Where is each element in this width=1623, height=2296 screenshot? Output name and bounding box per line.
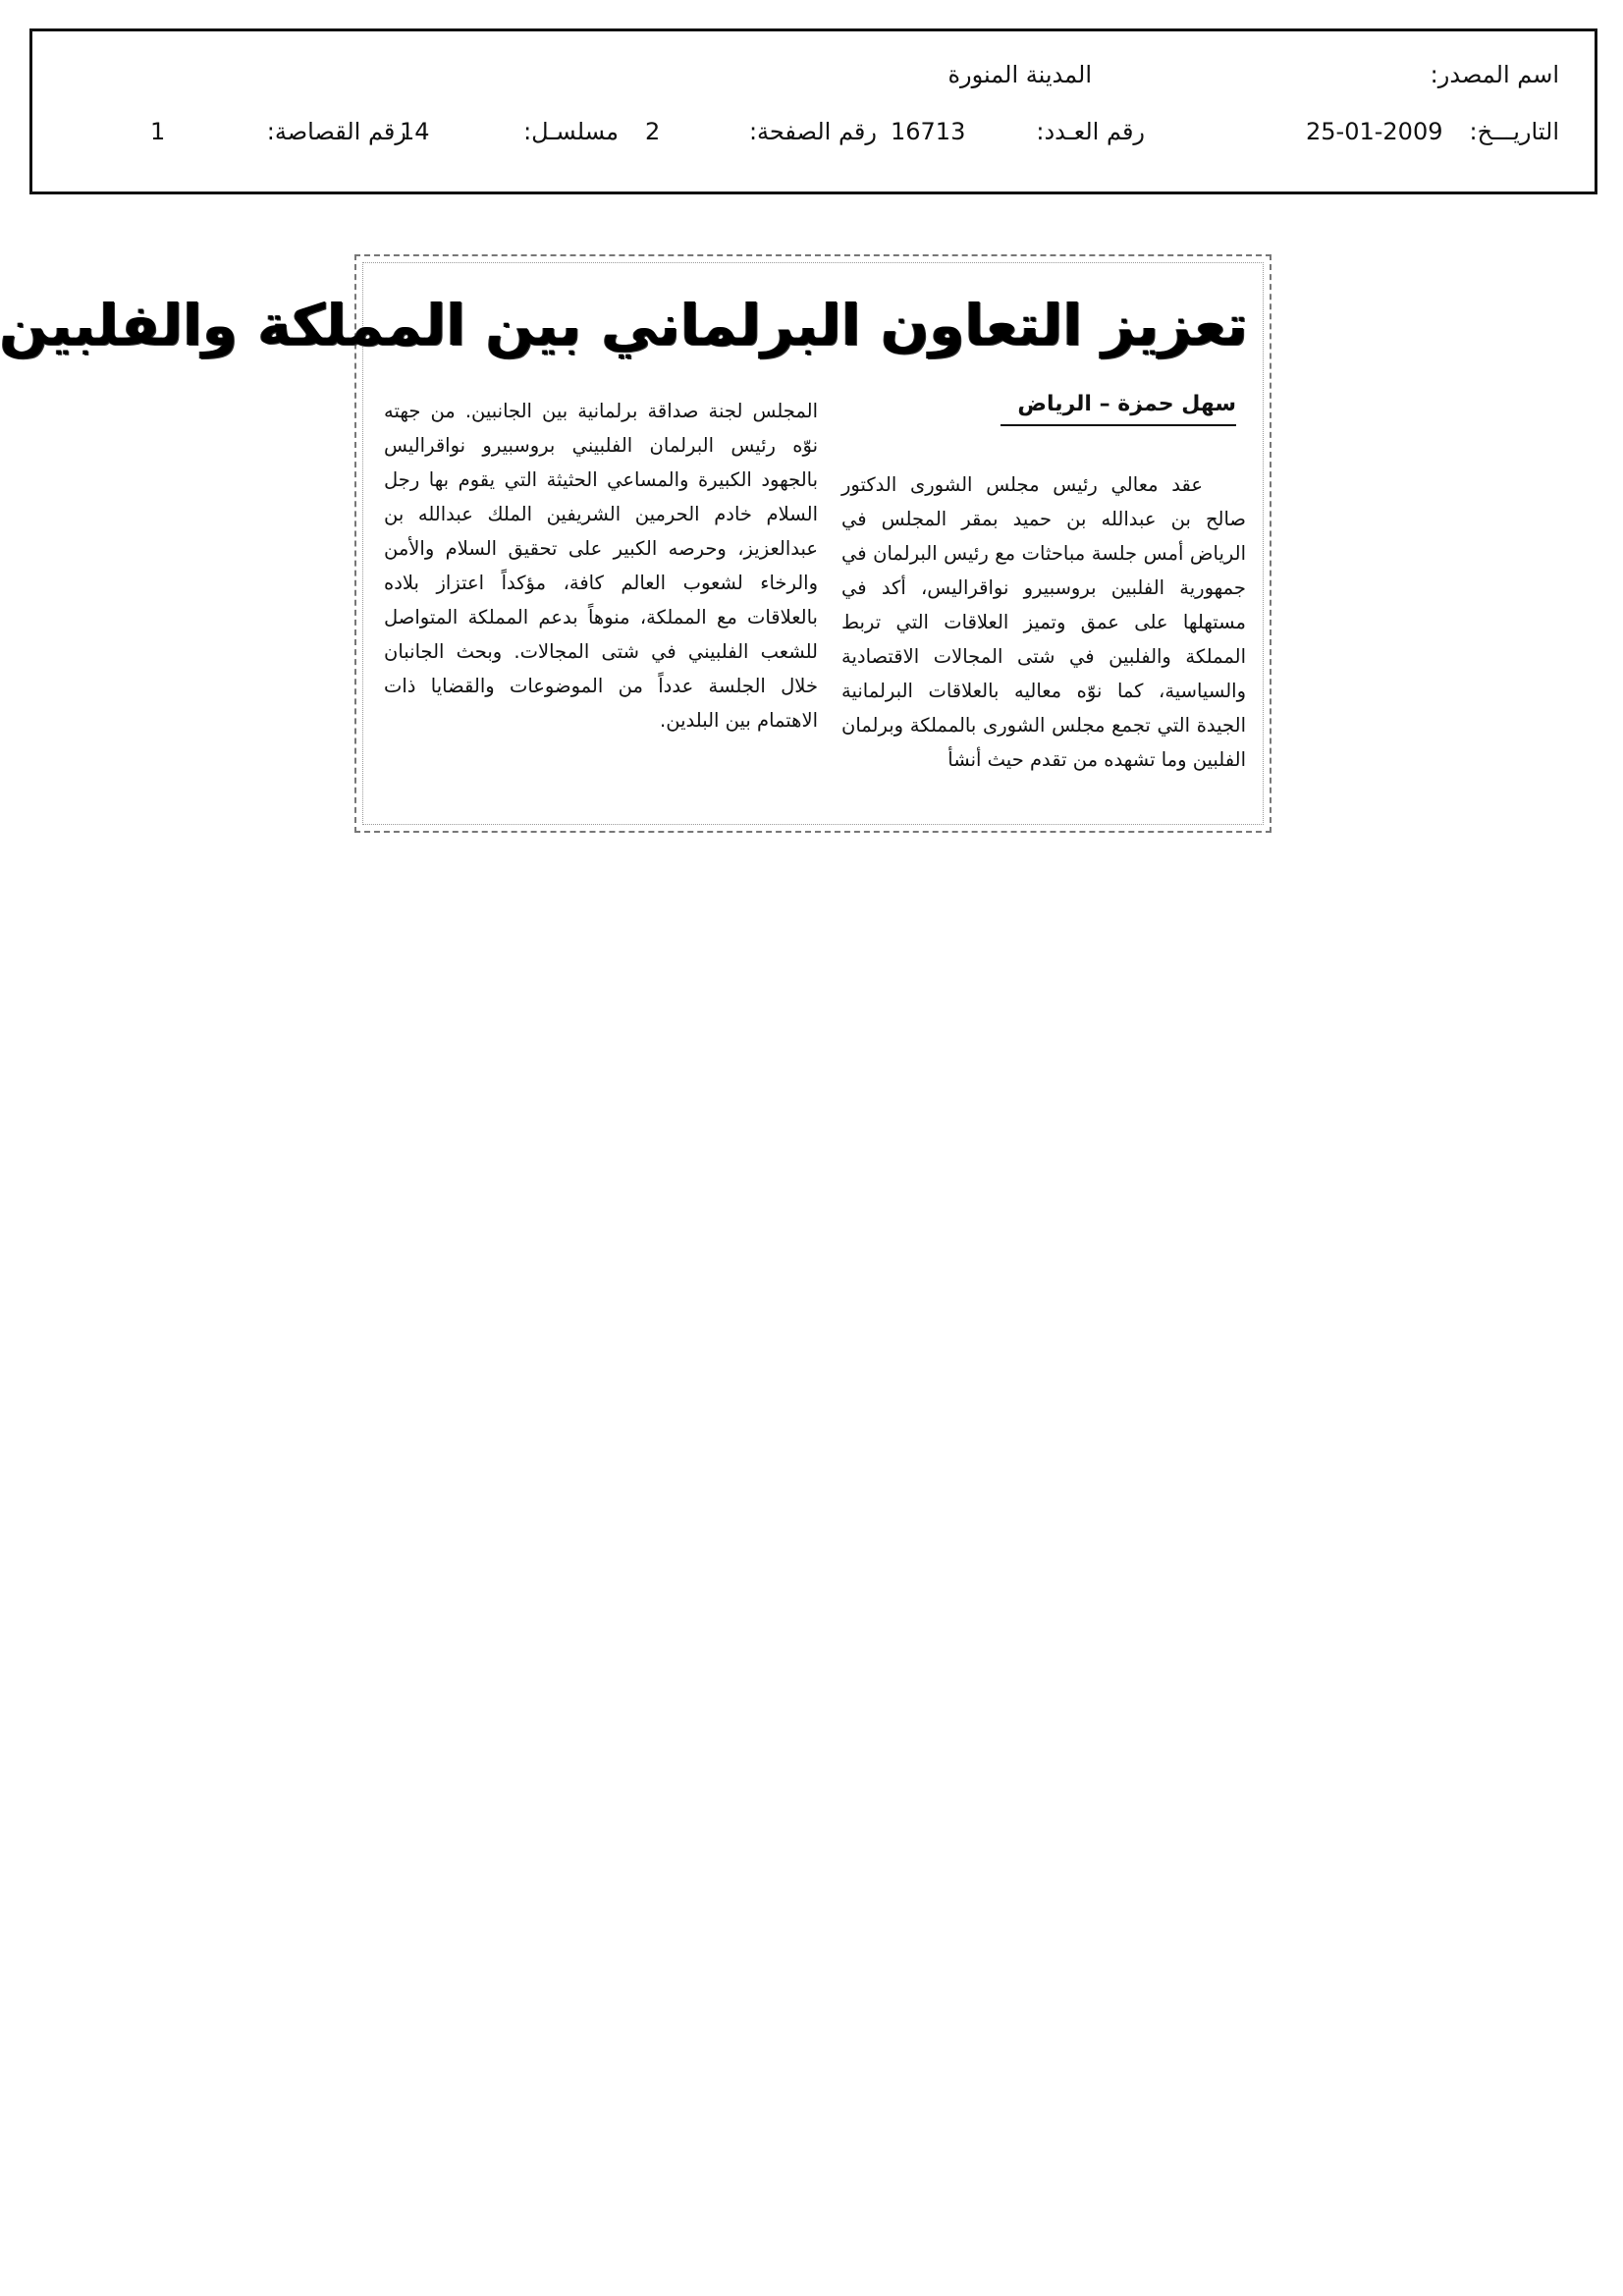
issue-label: رقم العـدد: (1036, 118, 1145, 145)
article-byline: سهل حمزة – الرياض (1001, 392, 1236, 426)
article-column-left (384, 394, 818, 738)
clip-number-label: رقم القصاصة: (266, 118, 406, 145)
serial-label: مسلسـل: (523, 118, 619, 145)
article-headline: تعزيز التعاون البرلماني بين المملكة والفلبين (0, 292, 1248, 358)
issue-value: 16713 (891, 118, 966, 145)
date-label: التاريـــخ: (1469, 118, 1559, 145)
newspaper-clipping (0, 254, 1271, 833)
page-value: 2 (645, 118, 661, 145)
clip-number-value: 1 (150, 118, 166, 145)
date-value: 25-01-2009 (1306, 118, 1443, 145)
column-right-text: عقد معالي رئيس مجلس الشورى الدكتور صالح بن عبدالله بن حميد بمقر المجلس في الرياض أمس جلسة مباحثات مع رئيس البرلمان في جمهورية الفلبين بروسبيرو نواقراليس، أكد في مستهلها على عمق وتميز العلاقات التي تربط المملكة والفلبين في شتى المجالات الاقتصادية والسياسية، كما نوّه معاليه بالعلاقات البرلمانية الجيدة التي تجمع مجلس الشورى بالمملكة وبرلمان الفلبين وما تشهده من تقدم حيث أنشأ (841, 473, 1246, 771)
page-label: رقم الصفحة: (748, 118, 877, 145)
clipping-header (29, 28, 1597, 194)
serial-value: 14 (400, 118, 430, 145)
column-left-text: المجلس لجنة صداقة برلمانية بين الجانبين. من جهته نوّه رئيس البرلمان الفلبيني بروسبيرو نواقراليس بالجهود الكبيرة والمساعي الحثيثة التي يقوم بها رجل السلام خادم الحرمين الشريفين الملك عبدالله بن عبدالعزيز، وحرصه الكبير على تحقيق السلام والأمن والرخاء لشعوب العالم كافة، مؤكداً اعتزاز بلاده بالعلاقات مع المملكة، منوهاً بدعم المملكة المتواصل للشعب الفلبيني في شتى المجالات. وبحث الجانبان خلال الجلسة عدداً من الموضوعات والقضايا ذات الاهتمام بين البلدين. (384, 400, 818, 732)
article-column-right (841, 467, 1246, 777)
source-value: المدينة المنورة (947, 61, 1092, 88)
source-label: اسم المصدر: (1430, 61, 1559, 88)
